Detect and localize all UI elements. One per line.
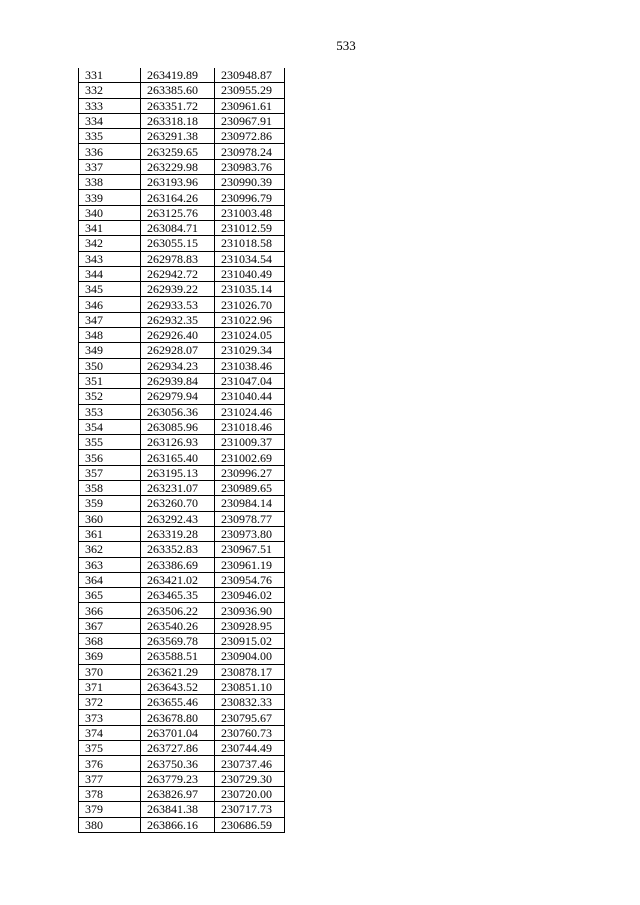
y-coordinate-cell: 231026.70 xyxy=(215,297,285,312)
y-coordinate-cell: 230832.33 xyxy=(215,695,285,710)
x-coordinate-cell: 263678.80 xyxy=(141,710,215,725)
x-coordinate-cell: 263727.86 xyxy=(141,741,215,756)
y-coordinate-cell: 230717.73 xyxy=(215,802,285,817)
x-coordinate-cell: 263318.18 xyxy=(141,113,215,128)
table-row xyxy=(79,297,285,312)
point-number-cell: 340 xyxy=(79,205,141,220)
y-coordinate-cell: 230996.27 xyxy=(215,465,285,480)
table-row xyxy=(79,144,285,159)
y-coordinate-cell: 230760.73 xyxy=(215,725,285,740)
table-row xyxy=(79,389,285,404)
point-number-cell: 355 xyxy=(79,435,141,450)
y-coordinate-cell: 230973.80 xyxy=(215,526,285,541)
table-row xyxy=(79,190,285,205)
table-row xyxy=(79,481,285,496)
point-number-cell: 369 xyxy=(79,649,141,664)
table-row xyxy=(79,542,285,557)
x-coordinate-cell: 263292.43 xyxy=(141,511,215,526)
x-coordinate-cell: 262939.84 xyxy=(141,373,215,388)
table-row xyxy=(79,266,285,281)
x-coordinate-cell: 263506.22 xyxy=(141,603,215,618)
y-coordinate-cell: 230720.00 xyxy=(215,786,285,801)
x-coordinate-cell: 263319.28 xyxy=(141,526,215,541)
x-coordinate-cell: 263540.26 xyxy=(141,618,215,633)
table-row xyxy=(79,664,285,679)
table-row xyxy=(79,725,285,740)
y-coordinate-cell: 230967.51 xyxy=(215,542,285,557)
point-number-cell: 342 xyxy=(79,236,141,251)
table-row xyxy=(79,695,285,710)
x-coordinate-cell: 263231.07 xyxy=(141,481,215,496)
point-number-cell: 365 xyxy=(79,588,141,603)
x-coordinate-cell: 263260.70 xyxy=(141,496,215,511)
table-row xyxy=(79,465,285,480)
table-row xyxy=(79,328,285,343)
point-number-cell: 332 xyxy=(79,83,141,98)
coordinates-table-body xyxy=(79,68,285,832)
table-row xyxy=(79,710,285,725)
x-coordinate-cell: 262979.94 xyxy=(141,389,215,404)
x-coordinate-cell: 263351.72 xyxy=(141,98,215,113)
point-number-cell: 379 xyxy=(79,802,141,817)
point-number-cell: 377 xyxy=(79,771,141,786)
point-number-cell: 350 xyxy=(79,358,141,373)
point-number-cell: 358 xyxy=(79,481,141,496)
x-coordinate-cell: 263655.46 xyxy=(141,695,215,710)
y-coordinate-cell: 230961.19 xyxy=(215,557,285,572)
x-coordinate-cell: 263193.96 xyxy=(141,175,215,190)
y-coordinate-cell: 230967.91 xyxy=(215,113,285,128)
point-number-cell: 351 xyxy=(79,373,141,388)
y-coordinate-cell: 230972.86 xyxy=(215,129,285,144)
y-coordinate-cell: 231002.69 xyxy=(215,450,285,465)
point-number-cell: 364 xyxy=(79,572,141,587)
table-row xyxy=(79,802,285,817)
y-coordinate-cell: 230984.14 xyxy=(215,496,285,511)
point-number-cell: 336 xyxy=(79,144,141,159)
table-row xyxy=(79,358,285,373)
table-row xyxy=(79,220,285,235)
y-coordinate-cell: 230904.00 xyxy=(215,649,285,664)
x-coordinate-cell: 262933.53 xyxy=(141,297,215,312)
point-number-cell: 353 xyxy=(79,404,141,419)
y-coordinate-cell: 231034.54 xyxy=(215,251,285,266)
y-coordinate-cell: 230737.46 xyxy=(215,756,285,771)
point-number-cell: 334 xyxy=(79,113,141,128)
coordinates-table xyxy=(78,68,285,833)
point-number-cell: 331 xyxy=(79,68,141,83)
point-number-cell: 354 xyxy=(79,419,141,434)
y-coordinate-cell: 230954.76 xyxy=(215,572,285,587)
y-coordinate-cell: 230990.39 xyxy=(215,175,285,190)
point-number-cell: 371 xyxy=(79,679,141,694)
x-coordinate-cell: 263165.40 xyxy=(141,450,215,465)
y-coordinate-cell: 230928.95 xyxy=(215,618,285,633)
point-number-cell: 356 xyxy=(79,450,141,465)
x-coordinate-cell: 263421.02 xyxy=(141,572,215,587)
y-coordinate-cell: 230996.79 xyxy=(215,190,285,205)
x-coordinate-cell: 263385.60 xyxy=(141,83,215,98)
point-number-cell: 335 xyxy=(79,129,141,144)
y-coordinate-cell: 230961.61 xyxy=(215,98,285,113)
table-row xyxy=(79,435,285,450)
y-coordinate-cell: 231024.05 xyxy=(215,328,285,343)
x-coordinate-cell: 263779.23 xyxy=(141,771,215,786)
point-number-cell: 333 xyxy=(79,98,141,113)
x-coordinate-cell: 262942.72 xyxy=(141,266,215,281)
point-number-cell: 378 xyxy=(79,786,141,801)
table-row xyxy=(79,251,285,266)
x-coordinate-cell: 262934.23 xyxy=(141,358,215,373)
point-number-cell: 357 xyxy=(79,465,141,480)
table-row xyxy=(79,175,285,190)
point-number-cell: 361 xyxy=(79,526,141,541)
table-row xyxy=(79,282,285,297)
y-coordinate-cell: 230955.29 xyxy=(215,83,285,98)
table-row xyxy=(79,771,285,786)
y-coordinate-cell: 230795.67 xyxy=(215,710,285,725)
point-number-cell: 360 xyxy=(79,511,141,526)
table-row xyxy=(79,236,285,251)
point-number-cell: 374 xyxy=(79,725,141,740)
x-coordinate-cell: 263195.13 xyxy=(141,465,215,480)
table-row xyxy=(79,649,285,664)
table-row xyxy=(79,511,285,526)
x-coordinate-cell: 263229.98 xyxy=(141,159,215,174)
table-row xyxy=(79,786,285,801)
table-row xyxy=(79,588,285,603)
point-number-cell: 375 xyxy=(79,741,141,756)
table-row xyxy=(79,756,285,771)
y-coordinate-cell: 231040.49 xyxy=(215,266,285,281)
point-number-cell: 346 xyxy=(79,297,141,312)
table-row xyxy=(79,419,285,434)
point-number-cell: 341 xyxy=(79,220,141,235)
x-coordinate-cell: 263701.04 xyxy=(141,725,215,740)
y-coordinate-cell: 230989.65 xyxy=(215,481,285,496)
table-row xyxy=(79,817,285,832)
table-row xyxy=(79,679,285,694)
y-coordinate-cell: 230946.02 xyxy=(215,588,285,603)
x-coordinate-cell: 263866.16 xyxy=(141,817,215,832)
x-coordinate-cell: 263085.96 xyxy=(141,419,215,434)
y-coordinate-cell: 231038.46 xyxy=(215,358,285,373)
table-row xyxy=(79,404,285,419)
table-row xyxy=(79,312,285,327)
y-coordinate-cell: 231035.14 xyxy=(215,282,285,297)
y-coordinate-cell: 231003.48 xyxy=(215,205,285,220)
y-coordinate-cell: 230948.87 xyxy=(215,68,285,83)
y-coordinate-cell: 231018.58 xyxy=(215,236,285,251)
point-number-cell: 359 xyxy=(79,496,141,511)
x-coordinate-cell: 262932.35 xyxy=(141,312,215,327)
table-row xyxy=(79,343,285,358)
table-row xyxy=(79,83,285,98)
x-coordinate-cell: 262926.40 xyxy=(141,328,215,343)
x-coordinate-cell: 263569.78 xyxy=(141,633,215,648)
y-coordinate-cell: 230978.24 xyxy=(215,144,285,159)
x-coordinate-cell: 263259.65 xyxy=(141,144,215,159)
x-coordinate-cell: 262928.07 xyxy=(141,343,215,358)
y-coordinate-cell: 231012.59 xyxy=(215,220,285,235)
table-row xyxy=(79,68,285,83)
table-row xyxy=(79,526,285,541)
point-number-cell: 376 xyxy=(79,756,141,771)
x-coordinate-cell: 262978.83 xyxy=(141,251,215,266)
point-number-cell: 345 xyxy=(79,282,141,297)
x-coordinate-cell: 263055.15 xyxy=(141,236,215,251)
y-coordinate-cell: 231009.37 xyxy=(215,435,285,450)
table-row xyxy=(79,113,285,128)
point-number-cell: 339 xyxy=(79,190,141,205)
x-coordinate-cell: 263386.69 xyxy=(141,557,215,572)
y-coordinate-cell: 231040.44 xyxy=(215,389,285,404)
point-number-cell: 348 xyxy=(79,328,141,343)
table-row xyxy=(79,373,285,388)
y-coordinate-cell: 230686.59 xyxy=(215,817,285,832)
table-row xyxy=(79,633,285,648)
y-coordinate-cell: 231029.34 xyxy=(215,343,285,358)
x-coordinate-cell: 263056.36 xyxy=(141,404,215,419)
point-number-cell: 337 xyxy=(79,159,141,174)
x-coordinate-cell: 263164.26 xyxy=(141,190,215,205)
y-coordinate-cell: 230936.90 xyxy=(215,603,285,618)
x-coordinate-cell: 263588.51 xyxy=(141,649,215,664)
y-coordinate-cell: 230729.30 xyxy=(215,771,285,786)
y-coordinate-cell: 230915.02 xyxy=(215,633,285,648)
x-coordinate-cell: 263291.38 xyxy=(141,129,215,144)
point-number-cell: 362 xyxy=(79,542,141,557)
table-row xyxy=(79,741,285,756)
x-coordinate-cell: 263125.76 xyxy=(141,205,215,220)
y-coordinate-cell: 230878.17 xyxy=(215,664,285,679)
y-coordinate-cell: 230983.76 xyxy=(215,159,285,174)
page-number: 533 xyxy=(336,38,356,53)
point-number-cell: 347 xyxy=(79,312,141,327)
x-coordinate-cell: 263465.35 xyxy=(141,588,215,603)
x-coordinate-cell: 263419.89 xyxy=(141,68,215,83)
table-row xyxy=(79,572,285,587)
y-coordinate-cell: 231022.96 xyxy=(215,312,285,327)
point-number-cell: 367 xyxy=(79,618,141,633)
point-number-cell: 372 xyxy=(79,695,141,710)
point-number-cell: 344 xyxy=(79,266,141,281)
x-coordinate-cell: 263621.29 xyxy=(141,664,215,679)
point-number-cell: 343 xyxy=(79,251,141,266)
y-coordinate-cell: 231047.04 xyxy=(215,373,285,388)
point-number-cell: 363 xyxy=(79,557,141,572)
y-coordinate-cell: 231024.46 xyxy=(215,404,285,419)
x-coordinate-cell: 263352.83 xyxy=(141,542,215,557)
point-number-cell: 338 xyxy=(79,175,141,190)
table-row xyxy=(79,603,285,618)
table-row xyxy=(79,450,285,465)
point-number-cell: 349 xyxy=(79,343,141,358)
table-row xyxy=(79,557,285,572)
point-number-cell: 370 xyxy=(79,664,141,679)
y-coordinate-cell: 230744.49 xyxy=(215,741,285,756)
x-coordinate-cell: 263841.38 xyxy=(141,802,215,817)
table-row xyxy=(79,98,285,113)
table-row xyxy=(79,205,285,220)
y-coordinate-cell: 231018.46 xyxy=(215,419,285,434)
table-row xyxy=(79,159,285,174)
table-row xyxy=(79,129,285,144)
point-number-cell: 366 xyxy=(79,603,141,618)
x-coordinate-cell: 262939.22 xyxy=(141,282,215,297)
point-number-cell: 380 xyxy=(79,817,141,832)
point-number-cell: 368 xyxy=(79,633,141,648)
x-coordinate-cell: 263826.97 xyxy=(141,786,215,801)
x-coordinate-cell: 263084.71 xyxy=(141,220,215,235)
point-number-cell: 352 xyxy=(79,389,141,404)
point-number-cell: 373 xyxy=(79,710,141,725)
y-coordinate-cell: 230978.77 xyxy=(215,511,285,526)
table-row xyxy=(79,618,285,633)
table-row xyxy=(79,496,285,511)
x-coordinate-cell: 263126.93 xyxy=(141,435,215,450)
x-coordinate-cell: 263643.52 xyxy=(141,679,215,694)
y-coordinate-cell: 230851.10 xyxy=(215,679,285,694)
x-coordinate-cell: 263750.36 xyxy=(141,756,215,771)
